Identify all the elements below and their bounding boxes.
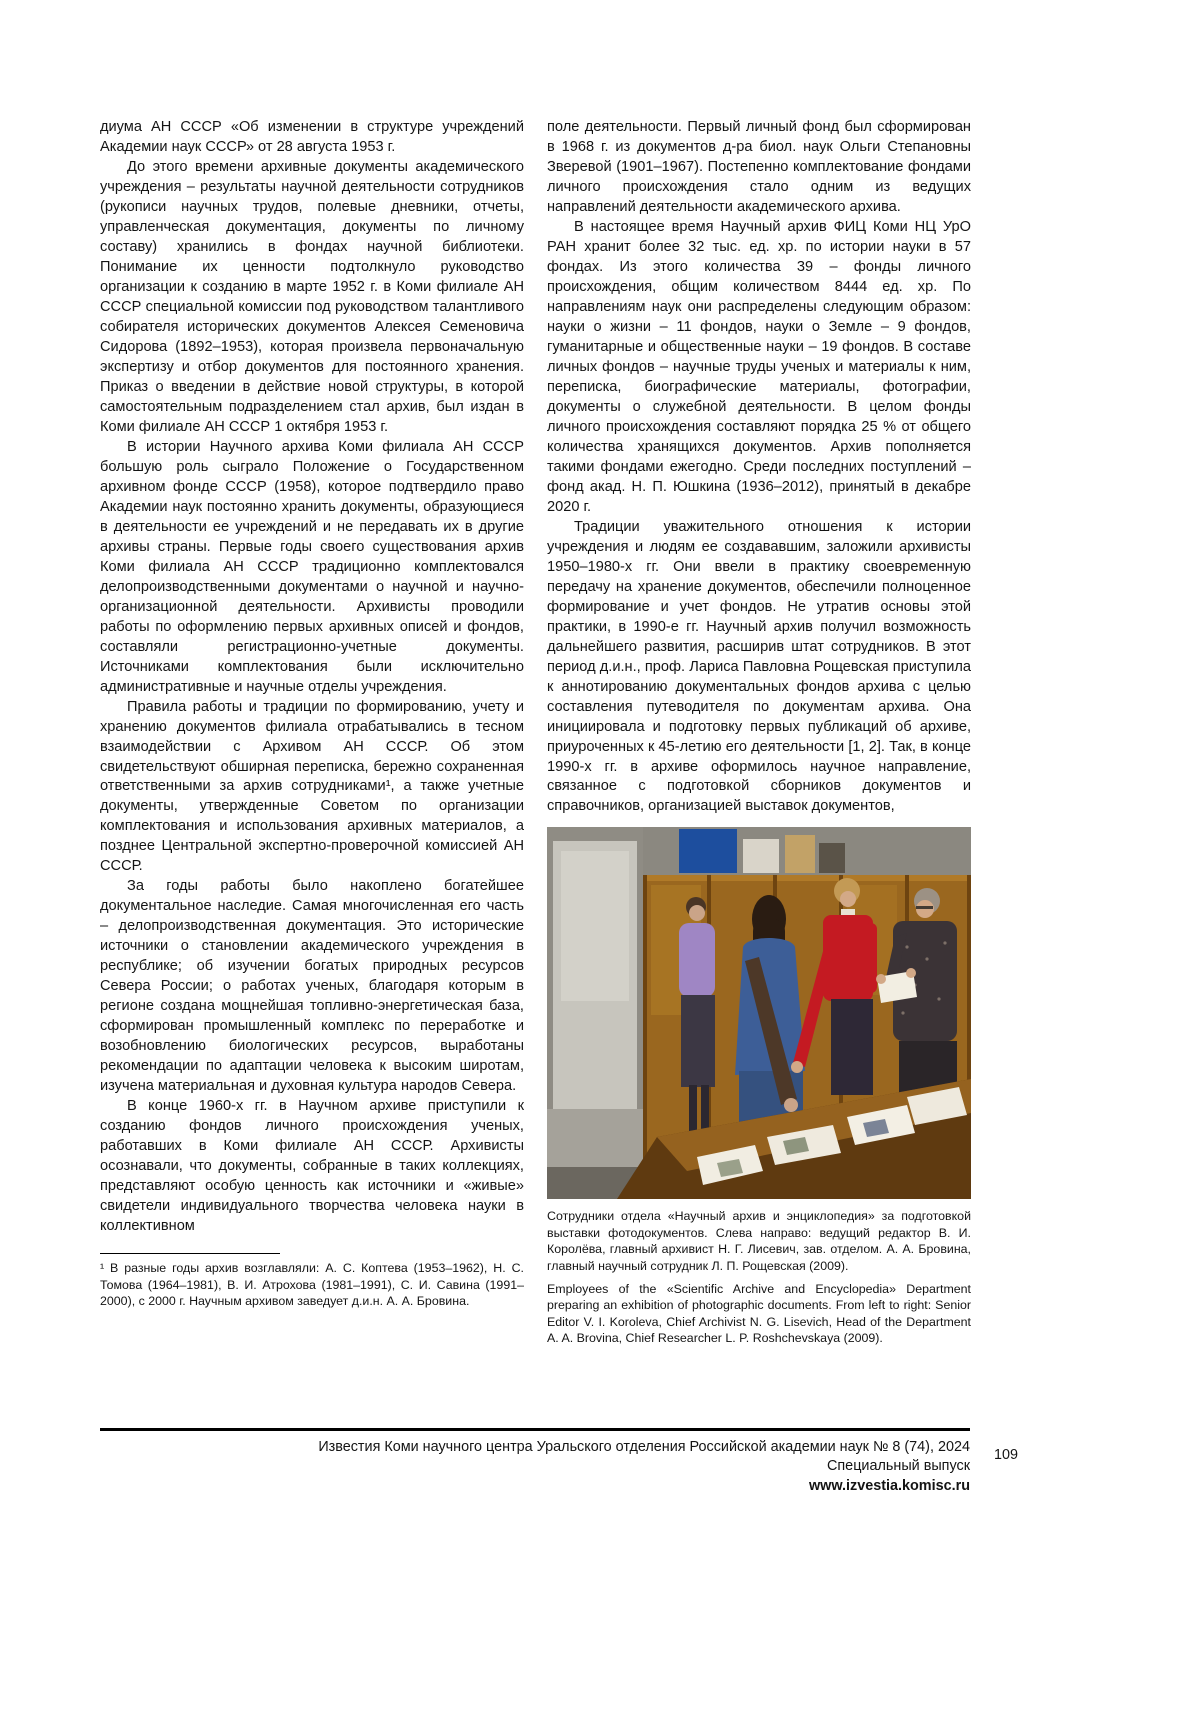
paragraph: За годы работы было накоплено богатейшее документальное наследие. Самая многочисленная его часть – делопроизводственная документация. Это исторические источники о становлении академического учреждения в республике; об изучении богатых природных ресурсов Севера России; о работах ученых, благодаря которым в регионе создана мощнейшая топливно-энергетическая база, сформирован промышленный комплекс по переработке и возобновлению биологических ресурсов, выработаны рекомендации по адаптации человека к высоким широтам, изучена материальная и духовная культура народов Севера. (100, 878, 524, 1095)
footnote-rule (100, 1253, 280, 1254)
footer-rule (100, 1428, 970, 1431)
journal-title-line: Известия Коми научного центра Уральского отделения Российской академии наук № 8 (74), 2024 (318, 1439, 970, 1455)
paragraph: В настоящее время Научный архив ФИЦ Коми НЦ УрО РАН хранит более 32 тыс. ед. хр. по истории науки в 57 фондах. Из этого количества 39 – фонды личного происхождения, общим количеством 8444 ед. хр. По направлениям наук они распределены следующим образом: науки о жизни – 11 фондов, науки о Земле – 9 фондов, гуманитарные и общественные науки – 19 фондов. В составе личных фондов – научные труды ученых и материалы к ним, переписка, биографические материалы, фотографии, документы о служебной деятельности. В целом фонды личного происхождения составляют порядка 25 % от общего количества хранящихся документов. Архив пополняется такими фондами ежегодно. Среди последних поступлений – фонд акад. Н. П. Юшкина (1936–2012), принятый в декабре 2020 г. (547, 218, 971, 515)
footnote-block (100, 1253, 524, 1309)
figure-caption-en: Employees of the «Scientific Archive and Encyclopedia» Department preparing an exhibition of photographic documents. From left to right: Senior Editor V. I. Koroleva, Chief Archivist N. G. Lisevich, Head of the Department A. A. Brovina, Chief Researcher L. P. Roshchevskaya (2009). (547, 1281, 971, 1346)
page-number: 109 (994, 1447, 1019, 1463)
paragraph: До этого времени архивные документы академического учреждения – результаты научной деятельности сотрудников (рукописи научных трудов, полевые дневники, отчеты, управленческая документация, документы по личному составу) хранились в фондах научной библиотеки. Понимание их ценности подтолкнуло руководство организации к созданию в марте 1952 г. в Коми филиале АН СССР специальной комиссии под руководством талантливого собирателя исторических документов Алексея Семеновича Сидорова (1892–1953), которая произвела первоначальную экспертизу и отбор документов для постоянного хранения. Приказ о введении в действие новой структуры, в которой самостоятельным подразделением стал архив, был издан в Коми филиале АН СССР 1 октября 1953 г. (100, 158, 524, 435)
paragraph: В конце 1960-х гг. в Научном архиве приступили к созданию фондов личного происхождения ученых, работавших в Коми филиале АН СССР. Архивисты осознавали, что документы, собранные в таких коллекциях, представляют особую ценность как источники и «живые» свидетели индивидуального творчества человека науки в коллективном (100, 1098, 524, 1235)
journal-url: www.izvestia.komisc.ru (808, 1477, 970, 1494)
paragraph: поле деятельности. Первый личный фонд был сформирован в 1968 г. из документов д-ра биол. наук Ольги Степановны Зверевой (1901–1967). Постепенно комплектование фондами личного происхождения стало одним из ведущих направлений деятельности академического архива. (547, 119, 971, 215)
paragraph: Правила работы и традиции по формированию, учету и хранению документов филиала отрабатывались в тесном взаимодействии с Архивом АН СССР. Об этом свидетельствуют обширная переписка, бережно сохраненная ответственными за архив сотрудниками¹, а также учетные документы, утвержденные Советом по организации комплектования и использования архивных материалов, а позднее Центральной экспертно-проверочной комиссией АН СССР. (100, 698, 524, 875)
photo-illustration (547, 827, 971, 1199)
left-column (100, 118, 524, 1309)
paragraph: диума АН СССР «Об изменении в структуре учреждений Академии наук СССР» от 28 августа 1953 г. (100, 119, 524, 155)
paragraph: Традиции уважительного отношения к истории учреждения и людям ее создававшим, заложили архивисты 1950–1980-х гг. Они ввели в практику своевременную передачу на хранение документов, обеспечили полноценное формирование и учет фондов. Не утратив основы этой практики, в 1990-е гг. Научный архив получил возможность дальнейшего развития, расширив штат сотрудников. В этот период д.и.н., проф. Лариса Павловна Рощевская приступила к аннотированию документальных фондов архива с целью составления путеводителя по документам архива. Она инициировала и подготовку первых публикаций об архиве, приуроченных к 45-летию его деятельности [1, 2]. Так, в конце 1990-х гг. в архиве оформилось научное направление, связанное с подготовкой сборников документов и справочников, организацией выставок документов, (547, 518, 971, 815)
footnote-text: ¹ В разные годы архив возглавляли: А. С. Коптева (1953–1962), Н. С. Томова (1964–1981), В. И. Атрохова (1981–1991), С. И. Савина (1991–2000), с 2000 г. Научным архивом заведует д.и.н. А. А. Бровина. (100, 1261, 524, 1308)
figure-caption-ru: Сотрудники отдела «Научный архив и энциклопедия» за подготовкой выставки фотодокументов. Слева направо: ведущий редактор В. И. Королёва, главный архивист Н. Г. Лисевич, зав. отделом. А. А. Бровина, главный научный сотрудник Л. П. Рощевская (2009). (547, 1209, 971, 1273)
right-column (547, 118, 971, 1346)
issue-type-line: Специальный выпуск (827, 1458, 970, 1475)
paragraph: В истории Научного архива Коми филиала АН СССР большую роль сыграло Положение о Государственном архивном фонде СССР (1958), которое подтвердило право Академии наук постоянно хранить документы, образующиеся в деятельности ее учреждений и не передавать их в другие архивы страны. Первые годы своего существования архив Коми филиала АН СССР традиционно комплектовался делопроизводственными документами о научной и научно-организационной деятельности. Архивисты проводили работы по оформлению первых архивных описей и фондов, составляли регистрационно-учетные документы. Источниками комплектования были исключительно административные и научные отделы учреждения. (100, 438, 524, 695)
footer (100, 1438, 970, 1496)
archive-exhibition-photo (547, 827, 971, 1199)
